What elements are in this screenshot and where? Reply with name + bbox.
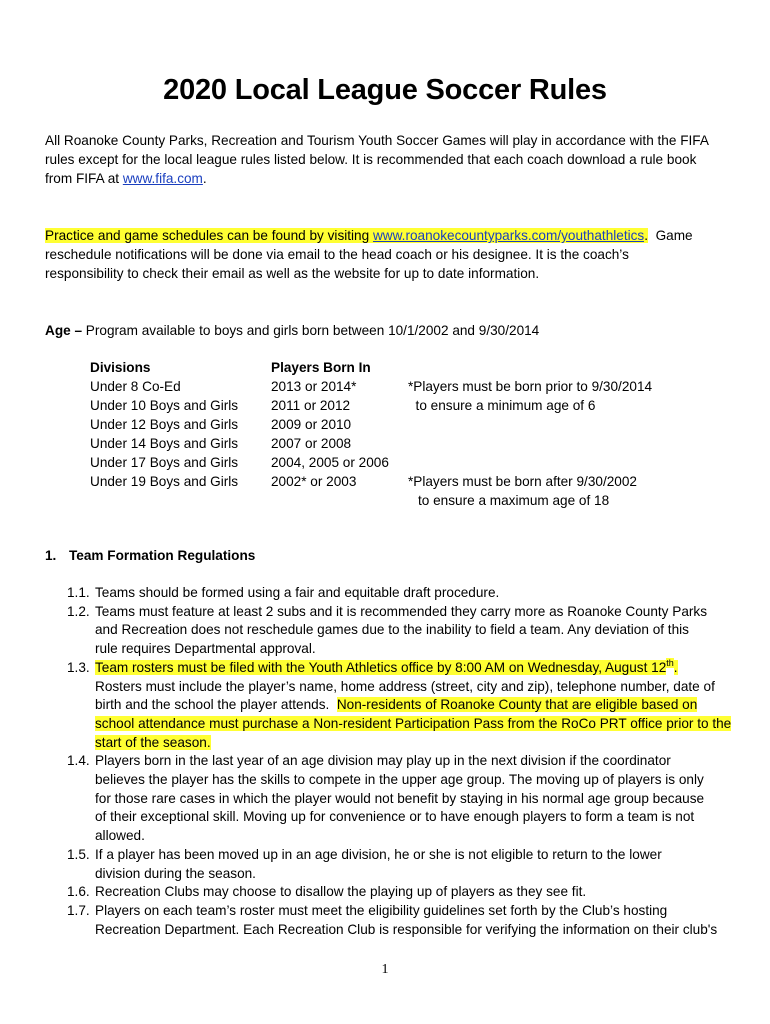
schedule-line-3: responsibility to check their email as well as the website for up to date information.	[45, 266, 540, 281]
intro-line-3	[45, 169, 735, 188]
schedule-highlight-end: .	[644, 228, 649, 243]
page-number: 1	[381, 962, 389, 977]
divisions-header: Divisions	[90, 360, 151, 375]
rule-text: of their exceptional skill. Moving up for convenience or to have enough players to form a team is not	[95, 809, 695, 825]
rule-text: rule requires Departmental approval.	[95, 641, 316, 657]
section-number: 1.	[45, 548, 57, 563]
age-label: Age –	[45, 323, 83, 338]
rule-number: 1.2.	[67, 603, 90, 619]
rule-number: 1.4.	[67, 753, 90, 769]
rule-text-highlighted	[95, 715, 737, 734]
schedule-line-1	[45, 226, 735, 245]
rule-number: 1.6.	[67, 884, 90, 900]
roster-deadline-text: Team rosters must be filed with the Youth Athletics office by 8:00 AM on Wednesday, August 12	[95, 659, 667, 675]
rule-number: 1.1.	[67, 585, 90, 600]
division-born: 2002* or 2003	[271, 474, 357, 489]
players-born-header: Players Born In	[271, 360, 371, 375]
division-extra-note: to ensure a maximum age of 18	[418, 493, 610, 508]
rule-text: Recreation Department. Each Recreation Club is responsible for verifying the information on their club's	[95, 921, 718, 937]
rule-text: Recreation Clubs may choose to disallow the playing up of players as they see fit.	[95, 884, 587, 900]
age-text: Program available to boys and girls born between 10/1/2002 and 9/30/2014	[82, 323, 540, 338]
division-note: to ensure a minimum age of 6	[408, 398, 596, 413]
rule-text: Teams should be formed using a fair and equitable draft procedure.	[95, 585, 500, 600]
rule-number: 1.7.	[67, 902, 90, 918]
schedule-line-1-rest: Game	[648, 228, 693, 243]
rule-item	[67, 902, 737, 939]
fifa-link[interactable]: www.fifa.com	[122, 171, 203, 186]
rule-item	[67, 584, 737, 603]
rule-text: Rosters must include the player’s name, home address (street, city and zip), telephone number, date of	[95, 678, 715, 694]
section-title: Team Formation Regulations	[69, 548, 256, 563]
rule-text: Teams must feature at least 2 subs and it is recommended they carry more as Roanoke County Parks	[95, 603, 707, 619]
division-note: *Players must be born after 9/30/2002	[408, 474, 637, 489]
nonresident-text: Non-residents of Roanoke County that are eligible based on	[336, 697, 698, 713]
schedule-link[interactable]: www.roanokecountyparks.com/youthathletics	[372, 228, 645, 243]
division-born: 2004, 2005 or 2006	[271, 455, 389, 470]
schedule-paragraph	[45, 226, 735, 283]
rule-text: Players born in the last year of an age division may play up in the next division if the coordinator	[95, 753, 671, 769]
schedule-line-2: reschedule notifications will be done via email to the head coach or his designee. It is the coach’s	[45, 247, 629, 262]
age-line	[45, 321, 735, 340]
rule-text: and Recreation does not reschedule games due to the inability to field a team. Any deviation of this	[95, 622, 689, 638]
nonresident-text: school attendance must purchase a Non-resident Participation Pass from the RoCo PRT office prior to the	[95, 715, 732, 731]
intro-paragraph	[45, 131, 735, 188]
page-title: 2020 Local League Soccer Rules	[163, 74, 607, 106]
rule-text: allowed.	[95, 828, 145, 844]
rule-number: 1.3.	[67, 659, 90, 675]
rule-text-highlighted	[95, 659, 737, 678]
division-born: 2007 or 2008	[271, 436, 352, 451]
division-note: *Players must be born prior to 9/30/2014	[408, 379, 653, 394]
intro-line-3-end: .	[202, 171, 207, 186]
division-born: 2009 or 2010	[271, 417, 352, 432]
rule-item	[67, 659, 737, 753]
division-born: 2011 or 2012	[271, 398, 351, 413]
intro-line-1: All Roanoke County Parks, Recreation and Tourism Youth Soccer Games will play in accordance with the FIFA	[45, 133, 709, 148]
rule-item	[67, 752, 737, 846]
rule-text: for those rare cases in which the player would not benefit by staying in his normal age group because	[95, 790, 705, 806]
intro-line-3-text: from FIFA at	[45, 171, 123, 186]
rule-text	[95, 696, 737, 715]
rule-text: division during the season.	[95, 865, 256, 881]
rule-text-plain: birth and the school the player attends.	[95, 697, 337, 713]
rule-text: Players on each team’s roster must meet the eligibility guidelines set forth by the Club’s hosting	[95, 902, 668, 918]
division-name: Under 8 Co-Ed	[90, 379, 181, 394]
roster-deadline-end: .	[673, 659, 678, 675]
division-name: Under 14 Boys and Girls	[90, 436, 239, 451]
division-name: Under 12 Boys and Girls	[90, 417, 239, 432]
division-born: 2013 or 2014*	[271, 379, 357, 394]
division-name: Under 17 Boys and Girls	[90, 455, 239, 470]
rule-text: If a player has been moved up in an age division, he or she is not eligible to return to the lower	[95, 846, 662, 862]
rule-number: 1.5.	[67, 846, 90, 862]
roster-deadline-sup: th	[666, 658, 674, 669]
rule-text: believes the player has the skills to compete in the upper age group. The moving up of players is only	[95, 772, 704, 788]
division-name: Under 10 Boys and Girls	[90, 398, 239, 413]
rule-text-highlighted	[95, 734, 737, 753]
rule-item	[67, 603, 737, 659]
division-name: Under 19 Boys and Girls	[90, 474, 239, 489]
schedule-highlight-text: Practice and game schedules can be found by visiting	[45, 228, 373, 243]
rule-item	[67, 883, 737, 902]
intro-line-2: rules except for the local league rules listed below. It is recommended that each coach download a rule book	[45, 152, 697, 167]
rules-list	[67, 584, 737, 939]
rule-item	[67, 846, 737, 883]
nonresident-text: start of the season.	[95, 734, 211, 750]
section-heading	[45, 546, 255, 565]
